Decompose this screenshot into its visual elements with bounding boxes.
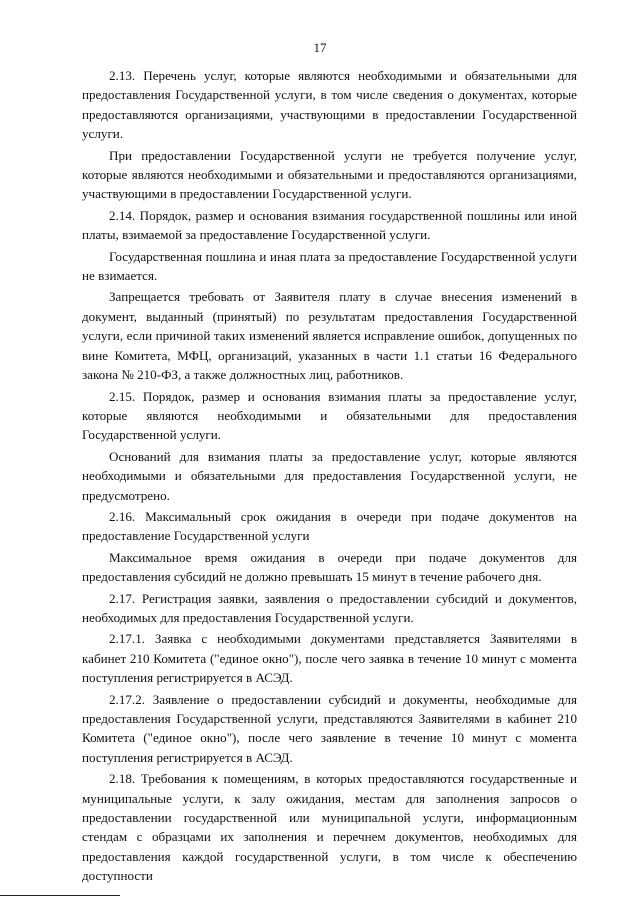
paragraph-2-13-text: При предоставлении Государственной услуги не требуется получение услуг, которые являются необходимыми и обязательными и предоставляются организациями, участвующими в предоставлении Государственной услуги. bbox=[82, 147, 577, 202]
paragraph-2-17-2: 2.17.2. Заявление о предоставлении субсидий и документы, необходимые для предоставления Государственной услуги, представляются Заявителями в кабинет 210 Комитета ("единое окно"), после чего заявление в течение 10 минут с момента поступления регистрируется в АСЭД. bbox=[82, 691, 577, 765]
paragraph-2-18: 2.18. Требования к помещениям, в которых предоставляются государственные и муниципальные услуги, к залу ожидания, местам для заполнения запросов о предоставлении государственной или муниципальной услуги, информационным стендам с образцами их заполнения и перечнем документов, необходимых для предоставления каждой государственной услуги, в том числе к обеспечению доступности bbox=[82, 771, 577, 884]
paragraph-2-17: 2.17. Регистрация заявки, заявления о предоставлении субсидий и документов, необходимых для предоставления Государственной услуги. bbox=[82, 590, 577, 625]
paragraph-2-15: 2.15. Порядок, размер и основания взимания платы за предоставление услуг, которые являются необходимыми и обязательными для предоставления Государственной услуги. bbox=[82, 388, 577, 443]
footnote-divider bbox=[0, 895, 120, 896]
paragraph-2-14-text: Государственная пошлина и иная плата за предоставление Государственной услуги не взимается. bbox=[82, 248, 577, 284]
document-body bbox=[82, 66, 577, 886]
paragraph-2-13: 2.13. Перечень услуг, которые являются необходимыми и обязательными для предоставления Государственной услуги, в том числе сведения о документах, которые предоставляются организациями, участвующими в предоставлении Государственной услуги. bbox=[82, 68, 577, 142]
paragraph-2-16: 2.16. Максимальный срок ожидания в очереди при подаче документов на предоставление Государственной услуги bbox=[82, 508, 577, 544]
paragraph-2-17-1: 2.17.1. Заявка с необходимыми документами представляется Заявителями в кабинет 210 Комитета ("единое окно"), после чего заявка в течение 10 минут с момента поступления регистрируется в АСЭД. bbox=[82, 631, 577, 686]
paragraph-2-14-restriction: Запрещается требовать от Заявителя плату в случае внесения изменений в документ, выданный (принятый) по результатам предоставления Государственной услуги, если причиной таких изменений является исправление ошибок, допущенных по вине Комитета, МФЦ, организаций, указанных в части 1.1 статьи 16 Федерального закона № 210-ФЗ, а также должностных лиц, работников. bbox=[82, 289, 577, 383]
paragraph-2-15-text: Оснований для взимания платы за предоставление услуг, которые являются необходимыми и обязательными для предоставления Государственной услуги, не предусмотрено. bbox=[82, 448, 577, 503]
page-number: 17 bbox=[313, 40, 327, 55]
paragraph-2-16-text: Максимальное время ожидания в очереди при подаче документов для предоставления субсидий не должно превышать 15 минут в течение рабочего дня. bbox=[82, 549, 577, 585]
paragraph-2-14: 2.14. Порядок, размер и основания взимания государственной пошлины или иной платы, взимаемой за предоставление Государственной услуги. bbox=[82, 207, 577, 243]
